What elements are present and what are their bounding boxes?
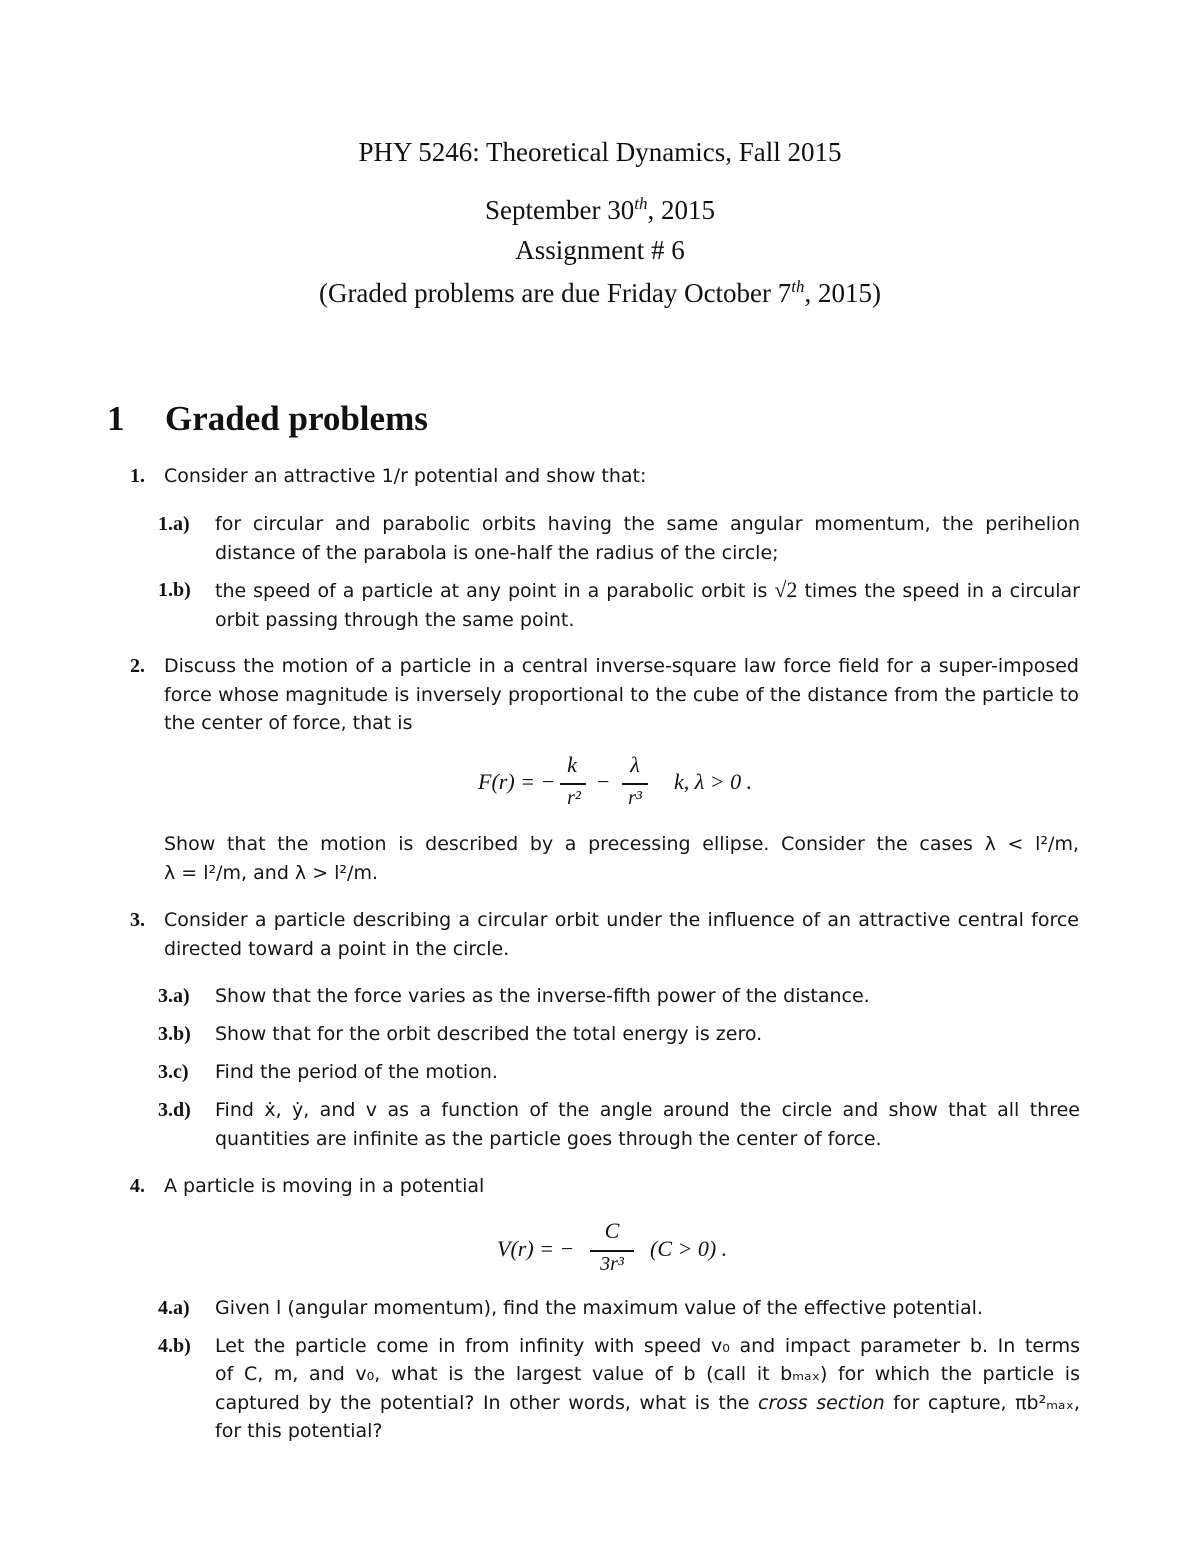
problem-1-label: 1.	[130, 465, 145, 487]
problem-4b-line4: for this potential?	[215, 1420, 383, 1442]
problem-1-text: Consider an attractive 1/r potential and show that:	[164, 465, 647, 487]
problem-1b-text	[215, 576, 1080, 634]
cross-section-term: cross section	[758, 1392, 885, 1414]
equation-force-condition: k, λ > 0 .	[674, 769, 753, 794]
problem-4b-line3	[215, 1389, 1080, 1418]
due-prefix: (Graded problems are due Friday October 7	[318, 278, 792, 308]
problem-2-label: 2.	[130, 655, 145, 677]
problem-3-label: 3.	[130, 909, 145, 931]
equation-force-minus: −	[597, 769, 610, 794]
problem-3c-label: 3.c)	[158, 1061, 189, 1083]
problem-2-after-line2: λ = l²/m, and λ > l²/m.	[164, 862, 379, 884]
section-heading	[107, 399, 428, 439]
section-title: Graded problems	[165, 399, 428, 438]
fraction-bar-1	[560, 783, 586, 785]
problem-3c-text: Find the period of the motion.	[215, 1061, 498, 1083]
equation-potential-num: C	[604, 1218, 620, 1243]
problem-1a-label: 1.a)	[158, 513, 190, 535]
date-prefix: September 30	[485, 195, 635, 225]
date-line	[0, 194, 1200, 226]
date-superscript: th	[634, 194, 648, 213]
problem-3d-label: 3.d)	[158, 1099, 191, 1121]
problem-3b-label: 3.b)	[158, 1023, 191, 1045]
problem-4b-label: 4.b)	[158, 1335, 191, 1357]
problem-3-text: Consider a particle describing a circular orbit under the influence of an attractive central force directed toward a point in the circle.	[164, 909, 1079, 960]
problem-4a-label: 4.a)	[158, 1297, 190, 1319]
problem-3b-text: Show that for the orbit described the total energy is zero.	[215, 1023, 763, 1045]
problem-4b-line3-end: for capture, πb²ₘₐₓ,	[884, 1392, 1080, 1414]
date-suffix: , 2015	[647, 195, 715, 225]
problem-3a-label: 3.a)	[158, 985, 190, 1007]
fraction-bar-3	[590, 1250, 634, 1252]
equation-force-num2: λ	[630, 752, 640, 777]
equation-potential-condition: (C > 0) .	[650, 1236, 728, 1261]
problem-1b-text-end: times the speed in a circular orbit passing through the same point.	[215, 580, 1080, 631]
due-superscript: th	[791, 277, 805, 296]
problem-4-text: A particle is moving in a potential	[164, 1175, 485, 1197]
problem-2-text: Discuss the motion of a particle in a central inverse-square law force field for a super-imposed force whose magnitude is inversely proportional to the cube of the distance from the particle to the center of force, that is	[164, 655, 1079, 734]
section-number: 1	[107, 399, 125, 438]
problem-1b-label: 1.b)	[158, 579, 191, 601]
course-title: PHY 5246: Theoretical Dynamics, Fall 2015	[358, 137, 842, 167]
problem-4a-text: Given l (angular momentum), find the maximum value of the effective potential.	[215, 1297, 983, 1319]
due-suffix: , 2015)	[804, 278, 882, 308]
equation-force-num1: k	[567, 752, 577, 777]
problem-1b-text-start: the speed of a particle at any point in a parabolic orbit is	[215, 580, 775, 602]
problem-4b-line3-start: captured by the potential? In other words, what is the	[215, 1392, 759, 1414]
due-line	[0, 277, 1200, 309]
assignment-number: Assignment # 6	[515, 235, 685, 265]
problem-2-after-line1: Show that the motion is described by a precessing ellipse. Consider the cases λ < l²/m,	[164, 833, 1079, 855]
equation-potential-den: 3r³	[600, 1253, 624, 1275]
fraction-bar-2	[622, 783, 648, 785]
problem-4b-line2: of C, m, and v₀, what is the largest value of b (call it bₘₐₓ) for which the particle is	[215, 1363, 1080, 1385]
problem-3a-text: Show that the force varies as the inverse-fifth power of the distance.	[215, 985, 870, 1007]
equation-force-lhs: F(r) = −	[478, 769, 556, 794]
sqrt-two: √2	[774, 577, 798, 602]
equation-force-den2: r³	[628, 787, 642, 809]
equation-force-den1: r²	[567, 787, 581, 809]
equation-potential-lhs: V(r) = −	[497, 1236, 575, 1261]
problem-1a-text: for circular and parabolic orbits having the same angular momentum, the perihelion distance of the parabola is one-half the radius of the circle;	[215, 513, 1080, 564]
problem-3d-text: Find ẋ, ẏ, and v as a function of the angle around the circle and show that all three quantities are infinite as the particle goes through the center of force.	[215, 1099, 1080, 1150]
problem-4-label: 4.	[130, 1175, 145, 1197]
problem-4b-line1: Let the particle come in from infinity with speed v₀ and impact parameter b. In terms	[215, 1335, 1080, 1357]
